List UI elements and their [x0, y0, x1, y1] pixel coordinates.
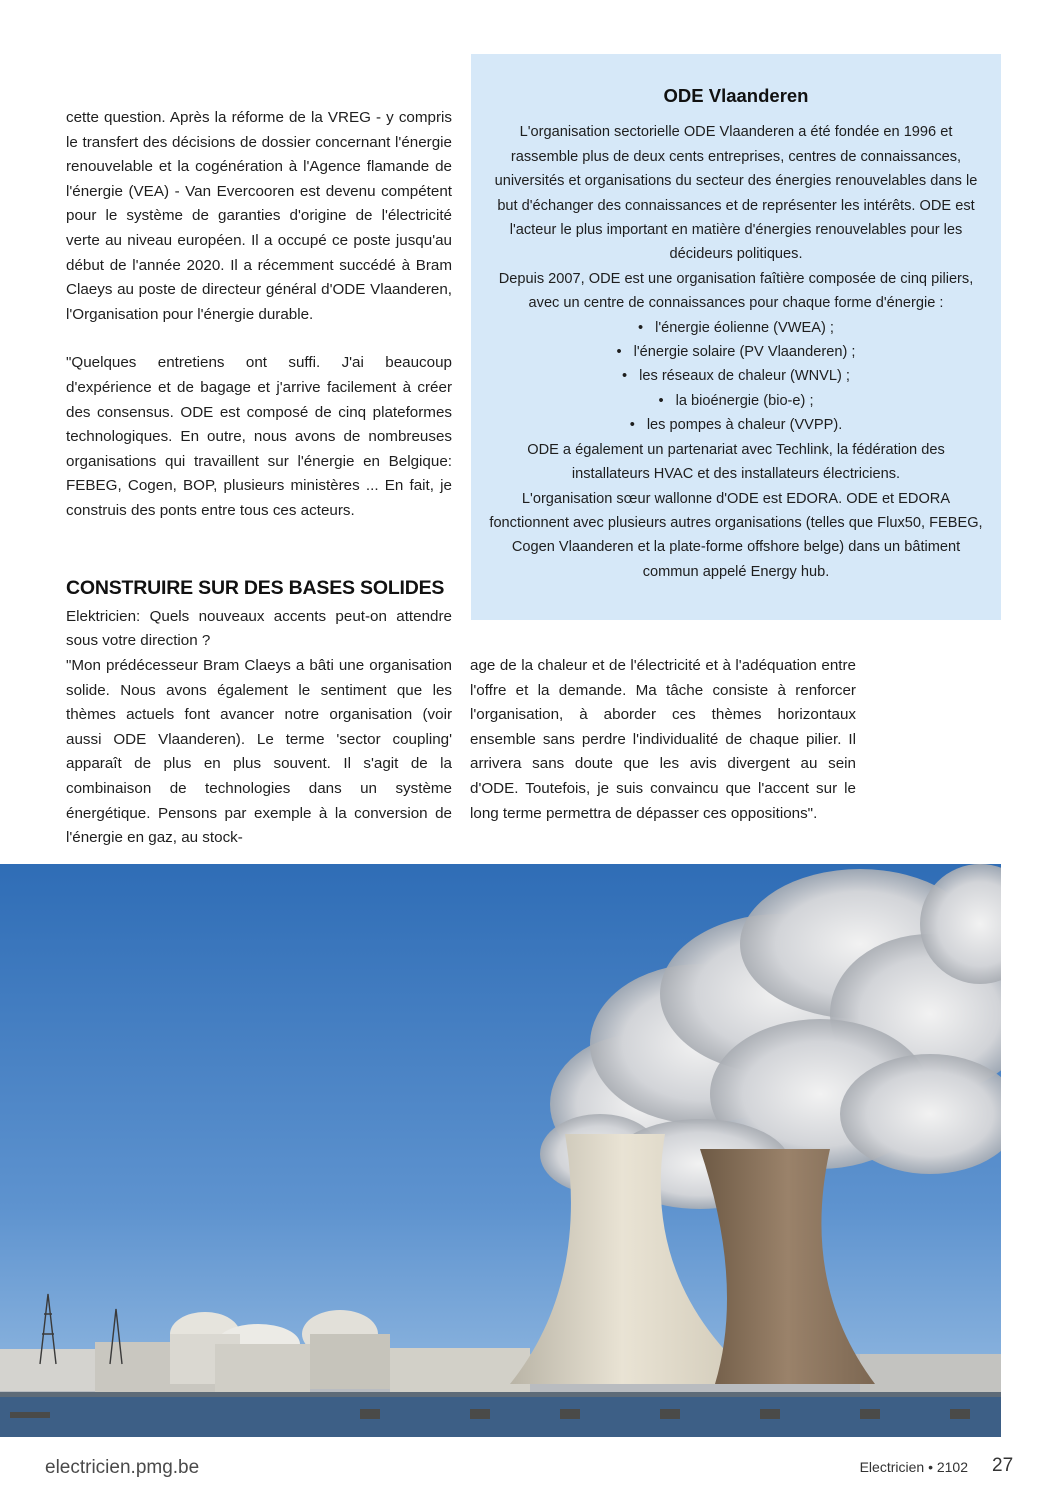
- footer-issue: Electricien • 2102: [859, 1459, 968, 1475]
- nuclear-plant-photo: [0, 864, 1001, 1437]
- footer-url: electricien.pmg.be: [45, 1457, 200, 1478]
- box-partnership: ODE a également un partenariat avec Techlink, la fédération des installateurs HVAC et des installateurs électriciens.: [527, 441, 945, 483]
- paragraph: age de la chaleur et de l'électricité et à l'adéquation entre l'offre et la demande. Ma tâche consiste à renforcer l'organisation, à aborder ces thèmes horizontaux ensemble sans perdre l'individualité de chaque pilier. Il arrivera sans doute que les avis divergent au sein d'ODE. Toutefois, je suis convaincu que l'accent sur le long terme permettra de dépasser ces oppositions".: [470, 657, 856, 822]
- list-item: • les réseaux de chaleur (WNVL) ;: [489, 364, 983, 388]
- left-column-top: [66, 106, 452, 524]
- paragraph: "Mon prédécesseur Bram Claeys a bâti une organisation solide. Nous avons également le sentiment que les thèmes actuels font avancer notre organisation (voir aussi ODE Vlaanderen). Le terme 'sector coupling' apparaît de plus en plus souvent. Il s'agit de la combinaison de technologies dans un système énergétique. Pensons par exemple à la conversion de l'énergie en gaz, au stock-: [66, 657, 452, 847]
- box-sister-org: L'organisation sœur wallonne d'ODE est EDORA. ODE et EDORA fonctionnent avec plusieurs autres organisations (telles que Flux50, FEBEG, Cogen Vlaanderen et la plate-forme offshore belge) dans un bâtiment commun appelé Energy hub.: [489, 490, 983, 580]
- box-intro: L'organisation sectorielle ODE Vlaanderen a été fondée en 1996 et rassemble plus de deux cents entreprises, centres de connaissances, universités et organisations du secteur des énergies renouvelables dans le but d'échanger des connaissances et de représenter les intérêts. ODE est l'acteur le plus important en matière d'énergies renouvelables pour les décideurs politiques.: [494, 124, 978, 263]
- paragraph: cette question. Après la réforme de la VREG - y compris le transfert des décisions de dossier concernant l'énergie renouvelable et la cogénération à l'Agence flamande de l'énergie (VEA) - Van Evercooren est devenu compétent pour le système de garanties d'origine de l'électricité verte au niveau européen. Il a occupé ce poste jusqu'au début de l'année 2020. Il a récemment succédé à Bram Claeys au poste de directeur général d'ODE Vlaanderen, l'Organisation pour l'énergie durable.: [66, 109, 452, 323]
- box-pillars-intro: Depuis 2007, ODE est une organisation faîtière composée de cinq piliers, avec un centre de connaissances pour chaque forme d'énergie :: [498, 270, 974, 312]
- list-item: • l'énergie éolienne (VWEA) ;: [489, 316, 983, 340]
- left-column-bottom: [66, 654, 452, 851]
- box-title: ODE Vlaanderen: [663, 85, 809, 106]
- list-item: • la bioénergie (bio-e) ;: [489, 389, 983, 413]
- section-heading: CONSTRUIRE SUR DES BASES SOLIDES: [66, 577, 445, 599]
- paragraph: "Quelques entretiens ont suffi. J'ai beaucoup d'expérience et de bagage et j'arrive facilement à créer des consensus. ODE est composé de cinq plateformes technologiques. En outre, nous avons de nombreuses organisations qui travaillent sur l'énergie en Belgique: FEBEG, Cogen, BOP, plusieurs ministères ... En fait, je construis des ponts entre tous ces acteurs.: [66, 354, 452, 519]
- page-number: 27: [992, 1455, 1014, 1476]
- pillar-list: [489, 316, 983, 438]
- list-item: • les pompes à chaleur (VVPP).: [489, 413, 983, 437]
- ode-vlaanderen-box: [471, 54, 1001, 620]
- list-item: • l'énergie solaire (PV Vlaanderen) ;: [489, 340, 983, 364]
- interview-question: Elektricien: Quels nouveaux accents peut-on attendre sous votre direction ?: [66, 608, 452, 649]
- right-column-bottom: [470, 654, 856, 826]
